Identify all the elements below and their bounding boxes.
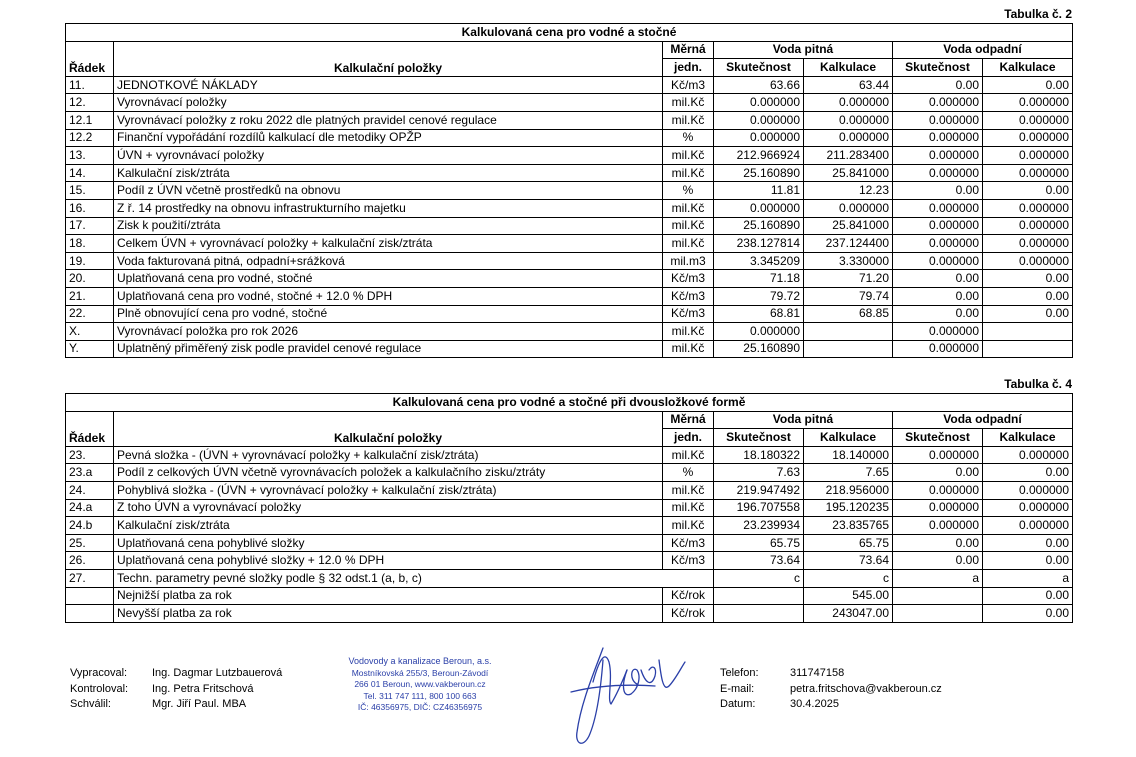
- cell-radek: 11.: [66, 76, 114, 94]
- cell-jedn: Kč/m3: [663, 305, 714, 323]
- cell-pitna-kalkulace: 65.75: [804, 534, 893, 552]
- cell-odpadni-skutecnost: a: [893, 569, 983, 587]
- cell-odpadni-kalkulace: 0.00: [983, 76, 1073, 94]
- handwritten-signature: [565, 640, 690, 750]
- col-kalkulace: Kalkulace: [804, 429, 893, 447]
- cell-jedn: %: [663, 182, 714, 200]
- cell-jedn: Kč/rok: [663, 605, 714, 623]
- cell-radek: [66, 605, 114, 623]
- table-row: [66, 340, 1073, 358]
- col-jedn: jedn.: [663, 59, 714, 77]
- table-row: [66, 235, 1073, 253]
- col-skutecnost: Skutečnost: [714, 429, 804, 447]
- cell-jedn: mil.Kč: [663, 94, 714, 112]
- cell-odpadni-kalkulace: 0.000000: [983, 94, 1073, 112]
- cell-radek: X.: [66, 323, 114, 341]
- table-row: [66, 287, 1073, 305]
- cell-odpadni-kalkulace: 0.000000: [983, 481, 1073, 499]
- cell-pitna-kalkulace: 195.120235: [804, 499, 893, 517]
- cell-polozka: Pohyblivá složka - (ÚVN + vyrovnávací položky + kalkulační zisk/ztráta): [114, 481, 663, 499]
- cell-pitna-skutecnost: [714, 605, 804, 623]
- cell-odpadni-skutecnost: 0.00: [893, 182, 983, 200]
- stamp-line: 266 01 Beroun, www.vakberoun.cz: [354, 679, 486, 689]
- vypracoval-label: Vypracoval:: [70, 667, 128, 679]
- cell-odpadni-kalkulace: 0.00: [983, 287, 1073, 305]
- cell-odpadni-skutecnost: 0.000000: [893, 94, 983, 112]
- cell-odpadni-skutecnost: 0.00: [893, 305, 983, 323]
- cell-polozka: Nejnižší platba za rok: [114, 587, 663, 605]
- cell-odpadni-skutecnost: 0.000000: [893, 323, 983, 341]
- cell-pitna-kalkulace: 0.000000: [804, 199, 893, 217]
- cell-pitna-kalkulace: 243047.00: [804, 605, 893, 623]
- cell-polozka: Finanční vypořádání rozdílů kalkulací dle metodiky OPŽP: [114, 129, 663, 147]
- cell-pitna-skutecnost: 25.160890: [714, 340, 804, 358]
- cell-pitna-skutecnost: 73.64: [714, 552, 804, 570]
- cell-polozka: Vyrovnávací položky z roku 2022 dle platných pravidel cenové regulace: [114, 111, 663, 129]
- cell-radek: 21.: [66, 287, 114, 305]
- table-row: [66, 605, 1073, 623]
- cell-pitna-kalkulace: 3.330000: [804, 252, 893, 270]
- datum-value: 30.4.2025: [790, 698, 839, 710]
- cell-radek: 24.: [66, 481, 114, 499]
- cell-polozka: Celkem ÚVN + vyrovnávací položky + kalkulační zisk/ztráta: [114, 235, 663, 253]
- table2-body: [66, 76, 1073, 358]
- table-row: [66, 252, 1073, 270]
- cell-pitna-kalkulace: 0.000000: [804, 111, 893, 129]
- cell-radek: 24.a: [66, 499, 114, 517]
- cell-odpadni-kalkulace: 0.00: [983, 464, 1073, 482]
- cell-radek: 20.: [66, 270, 114, 288]
- cell-jedn: mil.Kč: [663, 164, 714, 182]
- cell-polozka: Uplatněný přiměřený zisk podle pravidel cenové regulace: [114, 340, 663, 358]
- cell-pitna-skutecnost: [714, 587, 804, 605]
- table-row: [66, 534, 1073, 552]
- cell-polozka: Nevyšší platba za rok: [114, 605, 663, 623]
- table-row: [66, 517, 1073, 535]
- cell-pitna-skutecnost: 219.947492: [714, 481, 804, 499]
- cell-jedn: mil.Kč: [663, 499, 714, 517]
- col-kalkulace: Kalkulace: [983, 59, 1073, 77]
- cell-jedn: mil.m3: [663, 252, 714, 270]
- cell-odpadni-kalkulace: 0.000000: [983, 164, 1073, 182]
- cell-pitna-kalkulace: 63.44: [804, 76, 893, 94]
- table-row: [66, 569, 1073, 587]
- cell-odpadni-kalkulace: 0.00: [983, 270, 1073, 288]
- cell-polozka: ÚVN + vyrovnávací položky: [114, 147, 663, 165]
- cell-polozka: Uplatňovaná cena pohyblivé složky: [114, 534, 663, 552]
- cell-odpadni-skutecnost: 0.000000: [893, 481, 983, 499]
- cell-odpadni-kalkulace: 0.00: [983, 182, 1073, 200]
- col-polozky: Kalkulační položky: [114, 41, 663, 76]
- cell-odpadni-skutecnost: 0.000000: [893, 235, 983, 253]
- table-row: [66, 129, 1073, 147]
- table-row: [66, 481, 1073, 499]
- stamp-line: IČ: 46356975, DIČ: CZ46356975: [357, 702, 483, 712]
- table4-title: Kalkulovaná cena pro vodné a stočné při dvousložkové formě: [66, 394, 1073, 412]
- cell-odpadni-skutecnost: 0.000000: [893, 499, 983, 517]
- cell-pitna-kalkulace: 7.65: [804, 464, 893, 482]
- col-voda-odpadni: Voda odpadní: [893, 411, 1073, 429]
- col-skutecnost: Skutečnost: [893, 59, 983, 77]
- cell-polozka: Uplatňovaná cena pro vodné, stočné + 12.0 % DPH: [114, 287, 663, 305]
- schvalil-label: Schválil:: [70, 698, 111, 710]
- cell-pitna-kalkulace: 25.841000: [804, 217, 893, 235]
- schvalil-name: Mgr. Jiří Paul. MBA: [152, 698, 247, 710]
- telefon-label: Telefon:: [720, 667, 759, 679]
- cell-jedn: mil.Kč: [663, 517, 714, 535]
- col-kalkulace: Kalkulace: [983, 429, 1073, 447]
- col-merna: Měrná: [663, 411, 714, 429]
- cell-pitna-skutecnost: c: [714, 569, 804, 587]
- cell-odpadni-kalkulace: 0.000000: [983, 235, 1073, 253]
- cell-pitna-kalkulace: c: [804, 569, 893, 587]
- cell-pitna-kalkulace: 545.00: [804, 587, 893, 605]
- table4-extra: [66, 569, 1073, 622]
- cell-jedn: Kč/m3: [663, 270, 714, 288]
- cell-radek: 12.2: [66, 129, 114, 147]
- cell-radek: 23.: [66, 446, 114, 464]
- cell-pitna-kalkulace: [804, 323, 893, 341]
- cell-radek: [66, 587, 114, 605]
- cell-polozka: Plně obnovující cena pro vodné, stočné: [114, 305, 663, 323]
- telefon-value: 311747158: [790, 667, 845, 679]
- cell-pitna-kalkulace: 0.000000: [804, 129, 893, 147]
- cell-radek: 23.a: [66, 464, 114, 482]
- cell-radek: 22.: [66, 305, 114, 323]
- cell-radek: 14.: [66, 164, 114, 182]
- cell-odpadni-kalkulace: 0.000000: [983, 217, 1073, 235]
- cell-jedn: Kč/m3: [663, 76, 714, 94]
- cell-polozka: Vyrovnávací položka pro rok 2026: [114, 323, 663, 341]
- cell-odpadni-skutecnost: 0.000000: [893, 252, 983, 270]
- cell-odpadni-skutecnost: [893, 605, 983, 623]
- cell-polozka: Podíl z ÚVN včetně prostředků na obnovu: [114, 182, 663, 200]
- cell-jedn: Kč/rok: [663, 587, 714, 605]
- cell-pitna-kalkulace: [804, 340, 893, 358]
- email-label: E-mail:: [720, 682, 755, 695]
- cell-radek: 12.: [66, 94, 114, 112]
- table-row: [66, 552, 1073, 570]
- cell-jedn: mil.Kč: [663, 340, 714, 358]
- table-row: [66, 323, 1073, 341]
- cell-pitna-skutecnost: 0.000000: [714, 323, 804, 341]
- footer-contact: [720, 666, 942, 713]
- cell-jedn: mil.Kč: [663, 323, 714, 341]
- cell-odpadni-skutecnost: 0.000000: [893, 446, 983, 464]
- table-row: [66, 464, 1073, 482]
- vypracoval-name: Ing. Dagmar Lutzbauerová: [152, 667, 283, 679]
- cell-odpadni-skutecnost: 0.000000: [893, 129, 983, 147]
- cell-pitna-skutecnost: 68.81: [714, 305, 804, 323]
- cell-odpadni-skutecnost: 0.000000: [893, 111, 983, 129]
- cell-radek: 17.: [66, 217, 114, 235]
- cell-pitna-skutecnost: 0.000000: [714, 199, 804, 217]
- cell-jedn: mil.Kč: [663, 111, 714, 129]
- cell-pitna-skutecnost: 212.966924: [714, 147, 804, 165]
- cell-pitna-skutecnost: 71.18: [714, 270, 804, 288]
- table2: [65, 23, 1073, 358]
- cell-radek: 16.: [66, 199, 114, 217]
- cell-jedn: Kč/m3: [663, 552, 714, 570]
- footer-signatories: [70, 666, 282, 713]
- cell-odpadni-kalkulace: 0.000000: [983, 517, 1073, 535]
- cell-radek: 12.1: [66, 111, 114, 129]
- cell-odpadni-skutecnost: 0.000000: [893, 147, 983, 165]
- table-row: [66, 199, 1073, 217]
- cell-odpadni-skutecnost: 0.00: [893, 287, 983, 305]
- cell-odpadni-kalkulace: 0.000000: [983, 147, 1073, 165]
- cell-odpadni-kalkulace: 0.00: [983, 587, 1073, 605]
- cell-pitna-kalkulace: 71.20: [804, 270, 893, 288]
- cell-pitna-skutecnost: 18.180322: [714, 446, 804, 464]
- cell-pitna-kalkulace: 79.74: [804, 287, 893, 305]
- cell-pitna-kalkulace: 25.841000: [804, 164, 893, 182]
- cell-pitna-kalkulace: 12.23: [804, 182, 893, 200]
- cell-pitna-skutecnost: 238.127814: [714, 235, 804, 253]
- cell-pitna-kalkulace: 73.64: [804, 552, 893, 570]
- cell-jedn: mil.Kč: [663, 217, 714, 235]
- cell-jedn: Kč/m3: [663, 287, 714, 305]
- table-row: [66, 270, 1073, 288]
- cell-odpadni-kalkulace: 0.000000: [983, 252, 1073, 270]
- table4-body: [66, 446, 1073, 569]
- cell-polozka: Voda fakturovaná pitná, odpadní+srážková: [114, 252, 663, 270]
- cell-odpadni-skutecnost: 0.000000: [893, 217, 983, 235]
- cell-odpadni-kalkulace: 0.000000: [983, 499, 1073, 517]
- cell-odpadni-kalkulace: [983, 340, 1073, 358]
- stamp-line: Vodovody a kanalizace Beroun, a.s.: [348, 656, 492, 666]
- cell-radek: 13.: [66, 147, 114, 165]
- col-radek: Řádek: [66, 41, 114, 76]
- col-skutecnost: Skutečnost: [893, 429, 983, 447]
- cell-odpadni-skutecnost: [893, 587, 983, 605]
- cell-odpadni-skutecnost: 0.000000: [893, 164, 983, 182]
- cell-pitna-kalkulace: 0.000000: [804, 94, 893, 112]
- cell-pitna-kalkulace: 18.140000: [804, 446, 893, 464]
- cell-pitna-skutecnost: 0.000000: [714, 129, 804, 147]
- cell-polozka: Techn. parametry pevné složky podle § 32 odst.1 (a, b, c): [114, 569, 714, 587]
- table2-label: Tabulka č. 2: [1004, 7, 1072, 21]
- cell-polozka: Vyrovnávací položky: [114, 94, 663, 112]
- cell-radek: 19.: [66, 252, 114, 270]
- cell-odpadni-kalkulace: 0.000000: [983, 446, 1073, 464]
- cell-odpadni-kalkulace: [983, 323, 1073, 341]
- table4-label: Tabulka č. 4: [1004, 377, 1072, 391]
- cell-odpadni-skutecnost: 0.000000: [893, 517, 983, 535]
- cell-polozka: JEDNOTKOVÉ NÁKLADY: [114, 76, 663, 94]
- col-merna: Měrná: [663, 41, 714, 59]
- table-row: [66, 217, 1073, 235]
- cell-pitna-kalkulace: 211.283400: [804, 147, 893, 165]
- cell-odpadni-kalkulace: 0.000000: [983, 199, 1073, 217]
- cell-odpadni-kalkulace: 0.00: [983, 552, 1073, 570]
- cell-radek: Y.: [66, 340, 114, 358]
- cell-pitna-skutecnost: 7.63: [714, 464, 804, 482]
- cell-pitna-kalkulace: 218.956000: [804, 481, 893, 499]
- table-row: [66, 94, 1073, 112]
- cell-odpadni-skutecnost: 0.00: [893, 552, 983, 570]
- table4: [65, 393, 1073, 623]
- cell-odpadni-skutecnost: 0.000000: [893, 340, 983, 358]
- cell-pitna-skutecnost: 11.81: [714, 182, 804, 200]
- cell-pitna-kalkulace: 237.124400: [804, 235, 893, 253]
- cell-odpadni-kalkulace: 0.00: [983, 305, 1073, 323]
- cell-pitna-skutecnost: 79.72: [714, 287, 804, 305]
- cell-pitna-skutecnost: 196.707558: [714, 499, 804, 517]
- cell-jedn: mil.Kč: [663, 235, 714, 253]
- company-stamp: [328, 656, 512, 714]
- cell-jedn: %: [663, 129, 714, 147]
- cell-pitna-skutecnost: 25.160890: [714, 217, 804, 235]
- cell-odpadni-kalkulace: 0.00: [983, 534, 1073, 552]
- cell-radek: 15.: [66, 182, 114, 200]
- cell-polozka: Z ř. 14 prostředky na obnovu infrastrukturního majetku: [114, 199, 663, 217]
- cell-pitna-skutecnost: 0.000000: [714, 94, 804, 112]
- table-row: [66, 182, 1073, 200]
- cell-jedn: mil.Kč: [663, 446, 714, 464]
- cell-odpadni-skutecnost: 0.000000: [893, 199, 983, 217]
- cell-odpadni-kalkulace: 0.000000: [983, 129, 1073, 147]
- cell-polozka: Pevná složka - (ÚVN + vyrovnávací položky + kalkulační zisk/ztráta): [114, 446, 663, 464]
- cell-odpadni-skutecnost: 0.00: [893, 76, 983, 94]
- cell-radek: 27.: [66, 569, 114, 587]
- col-radek: Řádek: [66, 411, 114, 446]
- col-voda-odpadni: Voda odpadní: [893, 41, 1073, 59]
- cell-jedn: mil.Kč: [663, 199, 714, 217]
- cell-odpadni-skutecnost: 0.00: [893, 534, 983, 552]
- col-skutecnost: Skutečnost: [714, 59, 804, 77]
- cell-radek: 26.: [66, 552, 114, 570]
- cell-radek: 18.: [66, 235, 114, 253]
- cell-jedn: mil.Kč: [663, 481, 714, 499]
- cell-polozka: Zisk k použití/ztráta: [114, 217, 663, 235]
- cell-odpadni-kalkulace: a: [983, 569, 1073, 587]
- cell-odpadni-skutecnost: 0.00: [893, 464, 983, 482]
- stamp-line: Tel. 311 747 111, 800 100 663: [363, 690, 477, 701]
- cell-polozka: Uplatňovaná cena pro vodné, stočné: [114, 270, 663, 288]
- cell-pitna-kalkulace: 23.835765: [804, 517, 893, 535]
- table-row: [66, 147, 1073, 165]
- cell-radek: 25.: [66, 534, 114, 552]
- cell-pitna-skutecnost: 3.345209: [714, 252, 804, 270]
- kontroloval-name: Ing. Petra Fritschová: [152, 682, 254, 695]
- col-voda-pitna: Voda pitná: [714, 411, 893, 429]
- cell-jedn: Kč/m3: [663, 534, 714, 552]
- table-row: [66, 305, 1073, 323]
- cell-radek: 24.b: [66, 517, 114, 535]
- cell-polozka: Kalkulační zisk/ztráta: [114, 164, 663, 182]
- cell-jedn: %: [663, 464, 714, 482]
- col-kalkulace: Kalkulace: [804, 59, 893, 77]
- cell-polozka: Podíl z celkových ÚVN včetně vyrovnávacích položek a kalkulačního zisku/ztráty: [114, 464, 663, 482]
- cell-polozka: Z toho ÚVN a vyrovnávací položky: [114, 499, 663, 517]
- cell-pitna-skutecnost: 25.160890: [714, 164, 804, 182]
- cell-pitna-skutecnost: 63.66: [714, 76, 804, 94]
- table-row: [66, 446, 1073, 464]
- cell-jedn: mil.Kč: [663, 147, 714, 165]
- col-jedn: jedn.: [663, 429, 714, 447]
- cell-odpadni-kalkulace: 0.000000: [983, 111, 1073, 129]
- table2-title: Kalkulovaná cena pro vodné a stočné: [66, 24, 1073, 42]
- kontroloval-label: Kontroloval:: [70, 682, 129, 695]
- table-row: [66, 499, 1073, 517]
- cell-polozka: Kalkulační zisk/ztráta: [114, 517, 663, 535]
- table-row: [66, 164, 1073, 182]
- col-polozky: Kalkulační položky: [114, 411, 663, 446]
- table-row: [66, 111, 1073, 129]
- cell-odpadni-skutecnost: 0.00: [893, 270, 983, 288]
- col-voda-pitna: Voda pitná: [714, 41, 893, 59]
- cell-pitna-skutecnost: 23.239934: [714, 517, 804, 535]
- datum-label: Datum:: [720, 698, 756, 710]
- table-row: [66, 76, 1073, 94]
- cell-pitna-skutecnost: 65.75: [714, 534, 804, 552]
- table-row: [66, 587, 1073, 605]
- cell-odpadni-kalkulace: 0.00: [983, 605, 1073, 623]
- stamp-line: Mostníkovská 255/3, Beroun-Závodí: [351, 667, 489, 678]
- cell-pitna-kalkulace: 68.85: [804, 305, 893, 323]
- cell-polozka: Uplatňovaná cena pohyblivé složky + 12.0 % DPH: [114, 552, 663, 570]
- email-value: petra.fritschova@vakberoun.cz: [790, 682, 942, 695]
- cell-pitna-skutecnost: 0.000000: [714, 111, 804, 129]
